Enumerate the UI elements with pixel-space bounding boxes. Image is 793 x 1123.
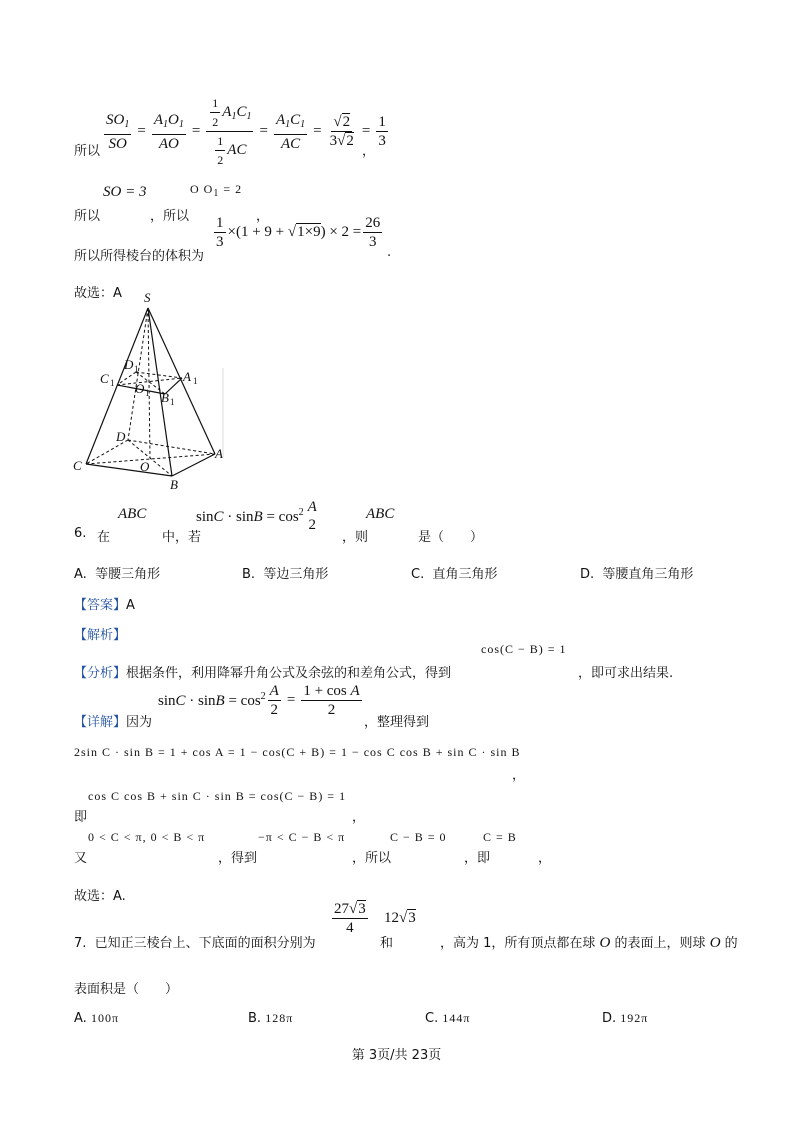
label-c: C (73, 458, 82, 473)
comma-long: ， (512, 768, 526, 783)
ji-2: ，即 (464, 851, 491, 866)
q6-guxuan: 故选：A. (74, 889, 126, 904)
ji: 即 (74, 810, 88, 825)
q6-option-c[interactable]: C. 直角三角形 (411, 567, 498, 582)
label-a: A (215, 446, 223, 461)
suoyi-text: 所以 (74, 144, 101, 159)
zhengli: ，整理得到 (364, 715, 430, 730)
abc-2: ABC (366, 506, 395, 522)
dedao: ，得到 (218, 851, 258, 866)
so-equation: SO = 3 (103, 184, 147, 200)
oo1-equation: O $O_1 = 2$ (190, 182, 243, 199)
comma-3: ， (538, 851, 552, 866)
you-formula-4: C = B (483, 830, 517, 844)
label-b: B (170, 477, 178, 492)
q6-number: 6. (74, 526, 87, 541)
suoyi-text-3: ，所以 (150, 209, 190, 224)
q6-zhong-ruo: 中，若 (162, 530, 202, 545)
label-b1-sub: 1 (170, 397, 175, 407)
area-top-formula: $\frac{27√3}{4}$ (334, 901, 366, 936)
label-a1-sub: 1 (193, 376, 198, 386)
label-a1: A (183, 369, 191, 384)
edge-d1a1 (136, 372, 182, 378)
comma-2: ， (256, 209, 270, 224)
q7-line1-b: ，高为 1，所有顶点都在球 O 的表面上，则球 O 的 (440, 935, 738, 951)
label-d1: D (124, 357, 134, 372)
ji-formula: cos C cos B + sin C · sin B = cos(C − B) = 1 (88, 789, 347, 803)
q7-option-a[interactable]: A. 100π (74, 1011, 119, 1026)
label-s: S (144, 290, 151, 305)
you-formula-1: 0 < C < π, 0 < B < π (88, 830, 206, 844)
q7-line2: 表面积是（ ） (74, 982, 179, 997)
label-o: O (140, 459, 150, 474)
xiangjie-formula: $\sin C \cdot \sin B = \cos^2$ $\frac{A}{2}$ = $\frac{\text{1 + cos A}}{2}$ (158, 683, 360, 718)
period: . (387, 245, 392, 260)
you: 又 (74, 851, 88, 866)
diag-c1a1 (117, 378, 182, 385)
xiangjie-line: 【详解】因为 (74, 715, 153, 730)
suoyi-text-2: 所以 (74, 209, 101, 224)
q6-option-a[interactable]: A. 等腰三角形 (74, 567, 161, 582)
pyramid-figure (70, 288, 230, 494)
long-formula: 2sin C · sin B = 1 + cos A = 1 − cos(C + B) = 1 − cos C cos B + sin C · sin B (74, 745, 521, 759)
q7-he: 和 (380, 936, 394, 951)
q6-zai: 在 (97, 530, 111, 545)
label-d1-sub: 1 (134, 364, 139, 374)
q7-line1: 7. 已知正三棱台上、下底面的面积分别为 (74, 936, 316, 951)
guxuan-a: 故选：A (74, 286, 122, 301)
volume-text: 所以所得棱台的体积为 (74, 249, 205, 264)
fenxi-end: ，即可求出结果. (578, 666, 674, 681)
volume-formula: $\frac{1}{3}$ ×(1 + 9 + √1×9) × 2 = $\frac{26}{3}$ (216, 215, 381, 250)
q7-option-d[interactable]: D. 192π (602, 1011, 649, 1026)
q7-option-b[interactable]: B. 128π (248, 1011, 294, 1026)
edge-ba (172, 454, 215, 476)
comma: ， (362, 144, 376, 159)
q6-option-d[interactable]: D. 等腰直角三角形 (580, 567, 694, 582)
page-footer: 第 3页/共 23页 (351, 1048, 442, 1063)
q6-answer: 【答案】A (74, 598, 135, 613)
label-d: D (116, 429, 126, 444)
q6-shi: 是（ ） (418, 530, 484, 545)
edge-da (128, 440, 215, 454)
comma-ji: ， (352, 810, 366, 825)
abc-1: ABC (118, 506, 147, 522)
q6-option-b[interactable]: B. 等边三角形 (242, 567, 329, 582)
q6-jiexi: 【解析】 (74, 628, 127, 643)
label-o1: O (135, 381, 145, 396)
area-bottom-formula: 12√3 (384, 910, 416, 926)
fenxi-formula: cos(C − B) = 1 (481, 642, 567, 656)
suoyi-q6: ，所以 (352, 851, 392, 866)
ratio-formula: $\frac{SO_1}{SO}$ = $\frac{A_1O_1}{AO}$ = $\frac{1}{2}$ $A_1C_1$ $\frac{1}{2}$ AC = $\frac{A_1C_1}{AC}$ = $\frac{√2}{3√2}$ = $\frac{1}{3}$ (106, 96, 386, 167)
you-formula-2: −π < C − B < π (258, 830, 346, 844)
q6-condition-formula: $\sin C \cdot \sin B = \cos^2$ A 2 (196, 499, 317, 533)
label-c1: C (100, 371, 109, 386)
label-c1-sub: 1 (110, 378, 115, 388)
you-formula-3: C − B = 0 (390, 830, 447, 844)
fenxi-line: 【分析】根据条件，利用降幂升角公式及余弦的和差角公式，得到 (74, 666, 452, 681)
label-b1: B (161, 390, 169, 405)
q6-ze: ，则 (342, 530, 369, 545)
label-o1-sub: 1 (145, 388, 150, 398)
q7-option-c[interactable]: C. 144π (425, 1011, 471, 1026)
